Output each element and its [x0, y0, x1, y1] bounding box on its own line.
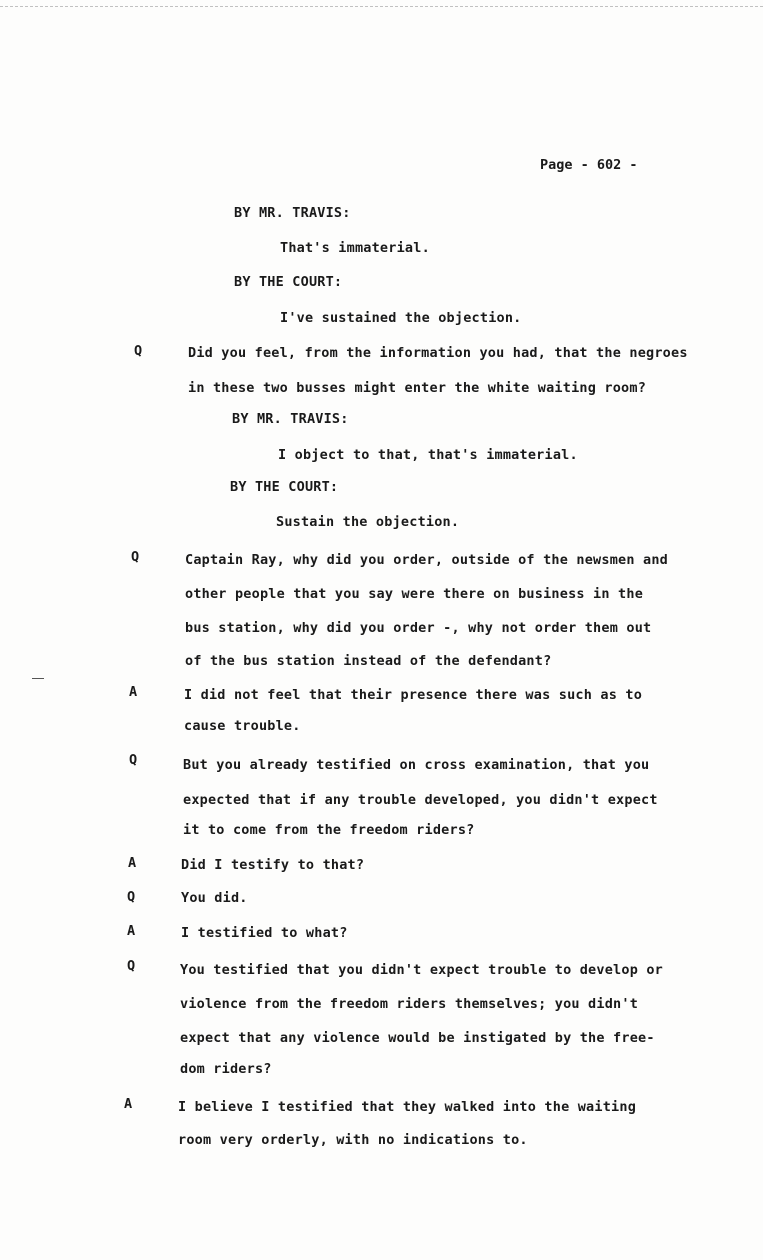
- speaker-statement: I've sustained the objection.: [280, 310, 522, 326]
- question-line: in these two busses might enter the white waiting room?: [188, 380, 647, 396]
- question-line: violence from the freedom riders themselves; you didn't: [180, 996, 639, 1012]
- question-line: Captain Ray, why did you order, outside of the newsmen and: [185, 552, 669, 568]
- question-line: expect that any violence would be instigated by the free-: [180, 1030, 655, 1046]
- question-line: expected that if any trouble developed, you didn't expect: [183, 792, 658, 808]
- answer-line: I believe I testified that they walked into the waiting: [178, 1099, 637, 1115]
- question-line: it to come from the freedom riders?: [183, 822, 475, 838]
- speaker-heading: BY THE COURT:: [230, 479, 339, 495]
- scan-top-edge: [0, 0, 763, 7]
- speaker-heading: BY MR. TRAVIS:: [232, 411, 349, 427]
- question-line: Did you feel, from the information you had, that the negroes: [188, 345, 688, 361]
- question-label: Q: [127, 889, 136, 905]
- answer-label: A: [128, 855, 137, 871]
- question-line: But you already testified on cross examination, that you: [183, 757, 650, 773]
- answer-line: room very orderly, with no indications to.: [178, 1132, 528, 1148]
- question-line: bus station, why did you order -, why not order them out: [185, 620, 652, 636]
- question-line: You testified that you didn't expect trouble to develop or: [180, 962, 664, 978]
- question-line: You did.: [181, 890, 248, 906]
- answer-line: I testified to what?: [181, 925, 348, 941]
- question-label: Q: [131, 549, 140, 565]
- question-label: Q: [129, 752, 138, 768]
- answer-label: A: [129, 684, 138, 700]
- answer-line: Did I testify to that?: [181, 857, 365, 873]
- question-line: dom riders?: [180, 1061, 272, 1077]
- speaker-heading: BY THE COURT:: [234, 274, 343, 290]
- question-line: of the bus station instead of the defendant?: [185, 653, 552, 669]
- answer-line: cause trouble.: [184, 718, 301, 734]
- answer-label: A: [127, 923, 136, 939]
- answer-line: I did not feel that their presence there was such as to: [184, 687, 643, 703]
- question-line: other people that you say were there on business in the: [185, 586, 644, 602]
- speaker-heading: BY MR. TRAVIS:: [234, 205, 351, 221]
- page-number: Page - 602 -: [540, 157, 638, 173]
- speaker-statement: Sustain the objection.: [276, 514, 460, 530]
- speaker-statement: That's immaterial.: [280, 240, 430, 256]
- speaker-statement: I object to that, that's immaterial.: [278, 447, 578, 463]
- question-label: Q: [134, 343, 143, 359]
- answer-label: A: [124, 1096, 133, 1112]
- margin-mark: [32, 678, 44, 679]
- question-label: Q: [127, 958, 136, 974]
